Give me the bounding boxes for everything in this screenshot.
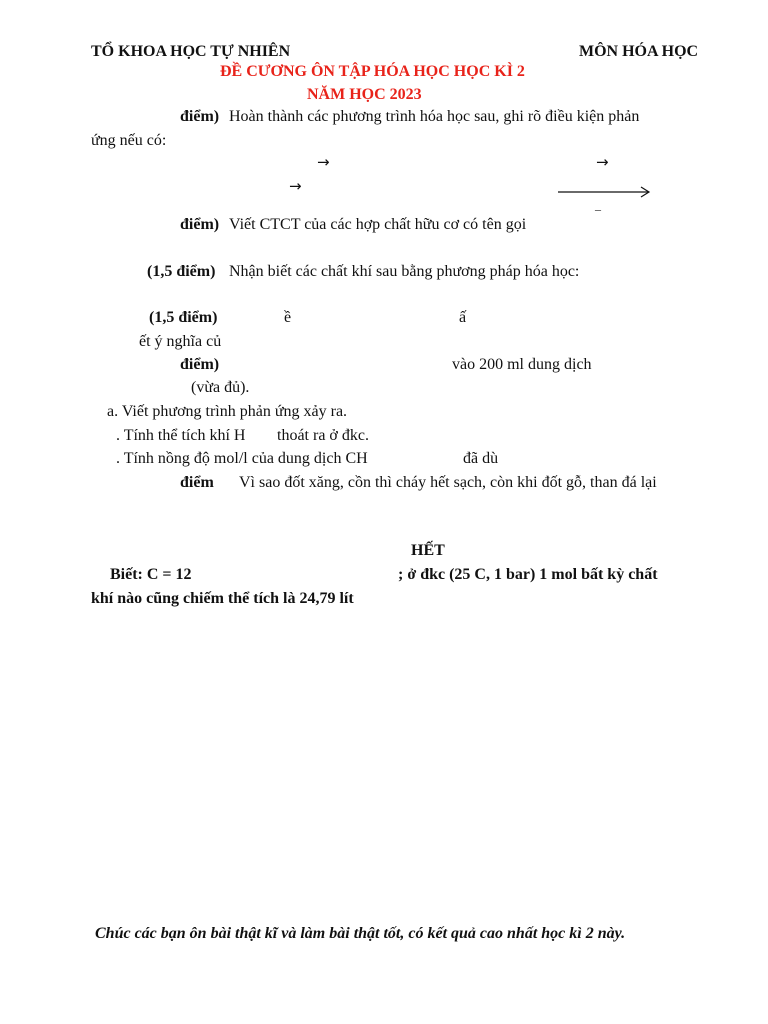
q2-points: điểm) bbox=[180, 216, 220, 233]
closing-wish: Chúc các bạn ôn bài thật kĩ và làm bài thật tốt, có kết quả cao nhất học kì 2 này. bbox=[95, 925, 626, 942]
q5-part-c-cont: đã dù bbox=[463, 450, 499, 467]
q6-points: điểm bbox=[180, 474, 214, 491]
q3-text: Nhận biết các chất khí sau bằng phương pháp hóa học: bbox=[229, 263, 580, 280]
q4-points: (1,5 điểm) bbox=[149, 309, 218, 326]
q5-part-c: . Tính nồng độ mol/l của dung dịch CH bbox=[116, 450, 368, 467]
q1-text: Hoàn thành các phương trình hóa học sau, ghi rõ điều kiện phản bbox=[229, 108, 640, 125]
q1-points: điểm) bbox=[180, 108, 220, 125]
known-data-cont: ; ở đkc (25 C, 1 bar) 1 mol bất kỳ chất bbox=[398, 566, 658, 583]
q1-text-cont: ứng nếu có: bbox=[91, 132, 167, 149]
q3-points: (1,5 điểm) bbox=[147, 263, 216, 280]
q5-text: vào 200 ml dung dịch bbox=[452, 356, 592, 373]
q5-part-b-cont: thoát ra ở đkc. bbox=[277, 427, 369, 444]
school-year: NĂM HỌC 2023 bbox=[307, 86, 422, 103]
known-data: Biết: C = 12 bbox=[110, 566, 192, 583]
q4-line2: ết ý nghĩa củ bbox=[139, 333, 222, 350]
long-reaction-arrow-icon bbox=[556, 184, 656, 200]
document-title: ĐỀ CƯƠNG ÔN TẬP HÓA HỌC HỌC KÌ 2 bbox=[220, 63, 525, 80]
q6-text: Vì sao đốt xăng, cồn thì cháy hết sạch, còn khi đốt gỗ, than đá lại bbox=[239, 474, 657, 491]
q5-part-b: . Tính thể tích khí H bbox=[116, 427, 246, 444]
reaction-arrow-icon: → bbox=[289, 177, 302, 195]
header-subject: MÔN HÓA HỌC bbox=[579, 43, 699, 60]
q5-line2: (vừa đủ). bbox=[191, 379, 250, 396]
q4-fragment: ề bbox=[284, 309, 292, 326]
known-data-line2: khí nào cũng chiếm thể tích là 24,79 lít bbox=[91, 590, 354, 607]
q5-part-a: a. Viết phương trình phản ứng xảy ra. bbox=[107, 403, 348, 420]
arrow-condition-mark: _ bbox=[595, 198, 601, 212]
q4-fragment: ấ bbox=[459, 309, 467, 326]
reaction-arrow-icon: → bbox=[596, 153, 609, 171]
reaction-arrow-icon: → bbox=[317, 153, 330, 171]
q5-points: điểm) bbox=[180, 356, 220, 373]
header-department: TỔ KHOA HỌC TỰ NHIÊN bbox=[91, 43, 291, 60]
q2-text: Viết CTCT của các hợp chất hữu cơ có tên gọi bbox=[229, 216, 527, 233]
end-marker: HẾT bbox=[411, 542, 445, 559]
